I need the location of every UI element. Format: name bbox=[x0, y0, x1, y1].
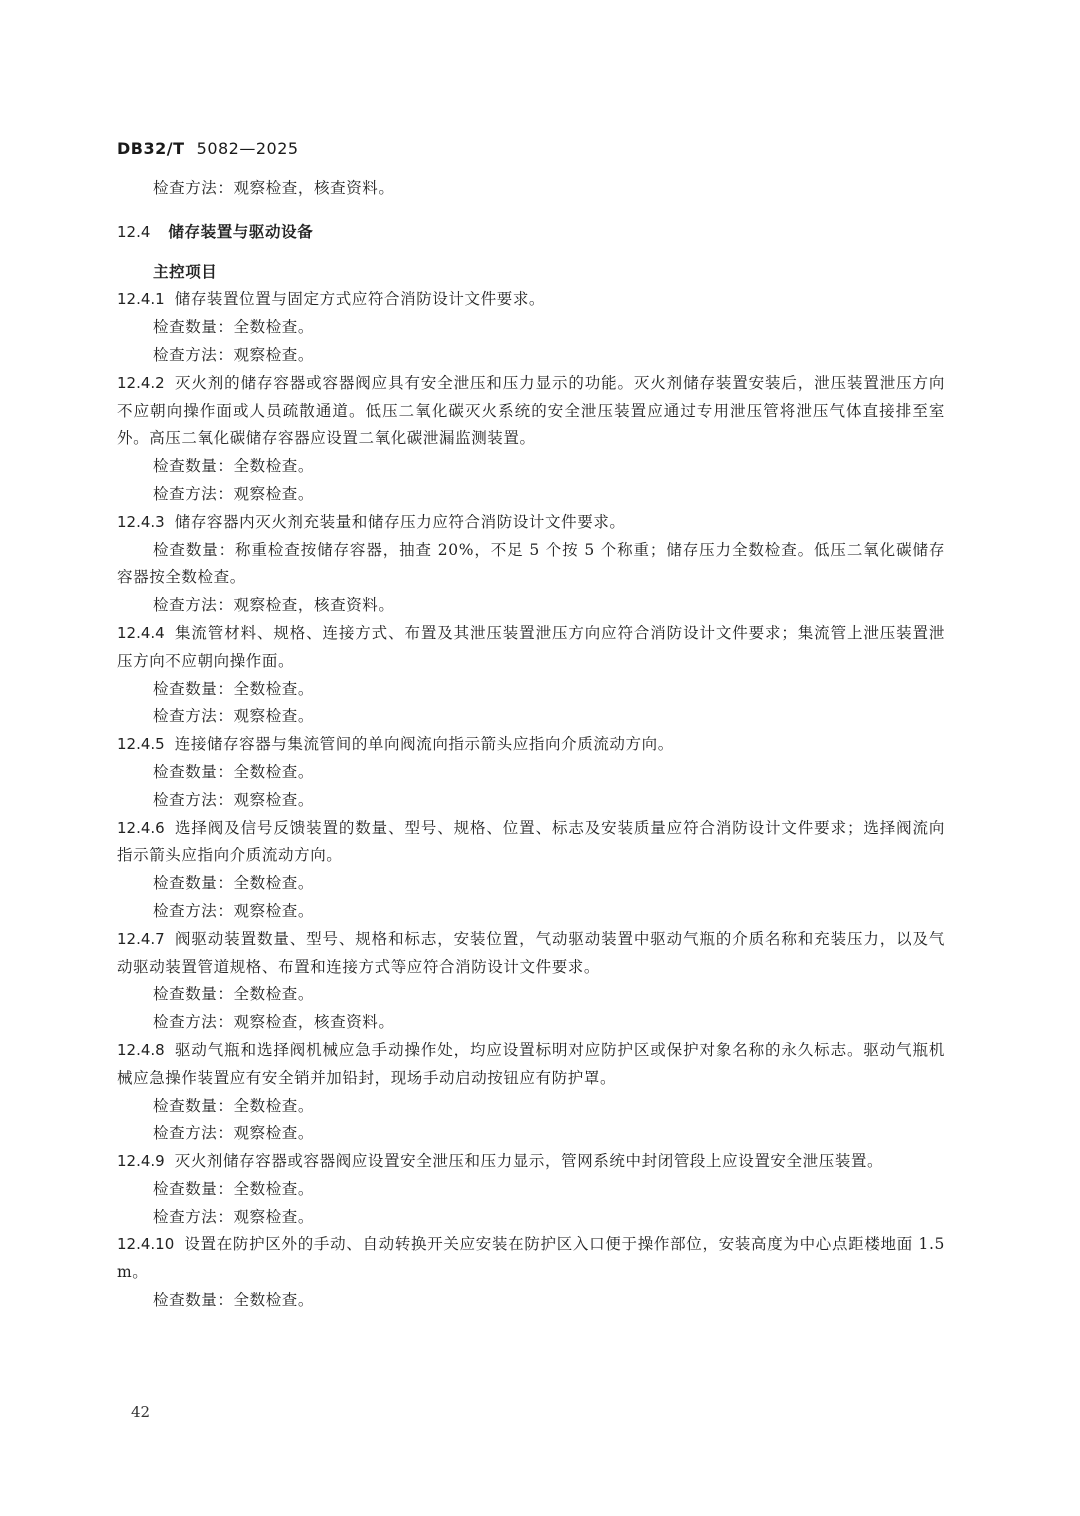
clause-body: 设置在防护区外的手动、自动转换开关应安装在防护区入口便于操作部位，安装高度为中心点距楼地面 1.5 m。 bbox=[117, 1235, 945, 1282]
clause-text bbox=[117, 1231, 945, 1287]
inspection-note: 检查数量：全数检查。 bbox=[153, 1291, 315, 1310]
clause-list bbox=[117, 286, 945, 1314]
inspection-note: 检查方法：观察检查。 bbox=[153, 790, 315, 809]
clause-number: 12.4.4 bbox=[117, 623, 165, 642]
clause-number: 12.4.1 bbox=[117, 290, 165, 309]
section-number: 12.4 bbox=[117, 222, 151, 241]
inspection-note: 检查方法：观察检查。 bbox=[153, 345, 315, 364]
page-number: 42 bbox=[131, 1403, 151, 1421]
clause-number: 12.4.8 bbox=[117, 1040, 165, 1059]
clause-text bbox=[117, 286, 945, 314]
clause-text bbox=[117, 926, 945, 982]
clause-number: 12.4.7 bbox=[117, 929, 165, 948]
inspection-note: 检查方法：观察检查。 bbox=[153, 1207, 315, 1226]
inspection-note: 检查方法：观察检查，核查资料。 bbox=[153, 1013, 395, 1032]
inspection-note: 检查数量：全数检查。 bbox=[153, 985, 315, 1004]
inspection-note: 检查数量：称重检查按储存容器，抽查 20%，不足 5 个按 5 个称重；储存压力全数检查。低压二氧化碳储存容器按全数检查。 bbox=[117, 540, 945, 587]
clause-text bbox=[117, 509, 945, 537]
clause-number: 12.4.9 bbox=[117, 1152, 165, 1171]
clause-body: 储存容器内灭火剂充装量和储存压力应符合消防设计文件要求。 bbox=[174, 512, 626, 531]
clause-text bbox=[117, 1037, 945, 1093]
clause-body: 灭火剂的储存容器或容器阀应具有安全泄压和压力显示的功能。灭火剂储存装置安装后，泄压装置泄压方向不应朝向操作面或人员疏散通道。低压二氧化碳灭火系统的安全泄压装置应通过专用泄压管将泄压气体直接排至室外。高压二氧化碳储存容器应设置二氧化碳泄漏监测装置。 bbox=[117, 373, 945, 448]
clause-number: 12.4.3 bbox=[117, 512, 165, 531]
intro-method-note: 检查方法：观察检查，核查资料。 bbox=[153, 179, 395, 197]
inspection-note: 检查数量：全数检查。 bbox=[153, 457, 315, 476]
clause-body: 阀驱动装置数量、型号、规格和标志，安装位置，气动驱动装置中驱动气瓶的介质名称和充装压力，以及气动驱动装置管道规格、布置和连接方式等应符合消防设计文件要求。 bbox=[117, 929, 945, 976]
section-heading bbox=[117, 219, 945, 247]
clause-text bbox=[117, 620, 945, 676]
inspection-note: 检查方法：观察检查，核查资料。 bbox=[153, 596, 395, 615]
inspection-note: 检查方法：观察检查。 bbox=[153, 707, 315, 726]
clause-text bbox=[117, 370, 945, 453]
clause-number: 12.4.5 bbox=[117, 735, 165, 754]
subheading: 主控项目 bbox=[153, 262, 218, 281]
clause-number: 12.4.6 bbox=[117, 818, 165, 837]
clause-number: 12.4.10 bbox=[117, 1235, 175, 1254]
section-title: 储存装置与驱动设备 bbox=[168, 222, 314, 241]
inspection-note: 检查数量：全数检查。 bbox=[153, 762, 315, 781]
inspection-note: 检查方法：观察检查。 bbox=[153, 484, 315, 503]
clause-text bbox=[117, 1148, 945, 1176]
clause-body: 储存装置位置与固定方式应符合消防设计文件要求。 bbox=[174, 290, 546, 309]
clause-body: 连接储存容器与集流管间的单向阀流向指示箭头应指向介质流动方向。 bbox=[174, 735, 674, 754]
inspection-note: 检查数量：全数检查。 bbox=[153, 1096, 315, 1115]
inspection-note: 检查数量：全数检查。 bbox=[153, 318, 315, 337]
clause-body: 选择阀及信号反馈装置的数量、型号、规格、位置、标志及安装质量应符合消防设计文件要求；选择阀流向指示箭头应指向介质流动方向。 bbox=[117, 818, 945, 865]
inspection-note: 检查方法：观察检查。 bbox=[153, 1124, 315, 1143]
inspection-note: 检查方法：观察检查。 bbox=[153, 901, 315, 920]
page-body bbox=[117, 175, 945, 1315]
clause-text bbox=[117, 815, 945, 871]
standard-number-value: 5082—2025 bbox=[196, 139, 299, 158]
clause-body: 灭火剂储存容器或容器阀应设置安全泄压和压力显示，管网系统中封闭管段上应设置安全泄压装置。 bbox=[174, 1152, 884, 1171]
standard-number bbox=[117, 139, 299, 158]
inspection-note: 检查数量：全数检查。 bbox=[153, 679, 315, 698]
standard-prefix: DB32/T bbox=[117, 139, 185, 158]
inspection-note: 检查数量：全数检查。 bbox=[153, 1179, 315, 1198]
clause-body: 驱动气瓶和选择阀机械应急手动操作处，均应设置标明对应防护区或保护对象名称的永久标志。驱动气瓶机械应急操作装置应有安全销并加铅封，现场手动启动按钮应有防护罩。 bbox=[117, 1040, 945, 1087]
clause-body: 集流管材料、规格、连接方式、布置及其泄压装置泄压方向应符合消防设计文件要求；集流管上泄压装置泄压方向不应朝向操作面。 bbox=[117, 623, 945, 670]
clause-text bbox=[117, 731, 945, 759]
inspection-note: 检查数量：全数检查。 bbox=[153, 874, 315, 893]
clause-number: 12.4.2 bbox=[117, 373, 165, 392]
